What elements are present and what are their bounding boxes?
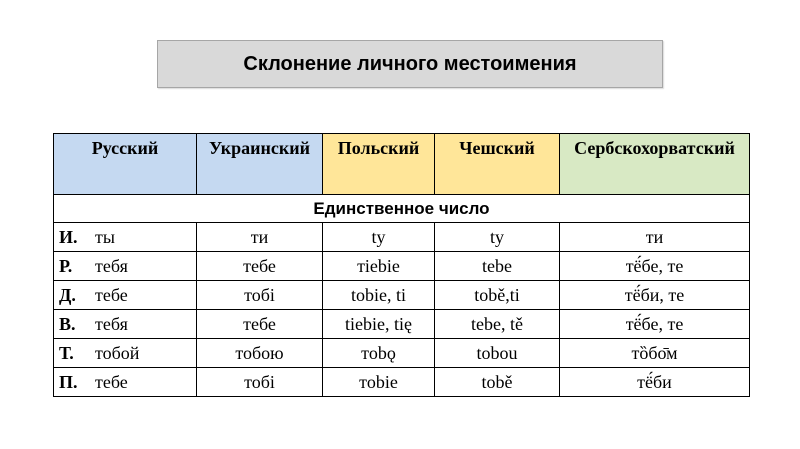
polish-cell: tiebie, tię bbox=[323, 310, 435, 339]
slide-title: Склонение личного местоимения bbox=[157, 40, 663, 88]
section-label: Единственное число bbox=[54, 195, 750, 223]
russian-cell bbox=[54, 368, 197, 397]
serbocroatian-cell: тё́би bbox=[560, 368, 750, 397]
ukrainian-cell: ти bbox=[197, 223, 323, 252]
russian-form: ты bbox=[95, 226, 115, 247]
column-header-ukrainian: Украинский bbox=[197, 134, 323, 195]
column-header-czech: Чешский bbox=[435, 134, 560, 195]
table-row bbox=[54, 223, 750, 252]
czech-cell: tobě,ti bbox=[435, 281, 560, 310]
polish-cell: ty bbox=[323, 223, 435, 252]
czech-cell: ty bbox=[435, 223, 560, 252]
serbocroatian-cell: тё́бе, те bbox=[560, 310, 750, 339]
case-label: И. bbox=[59, 226, 78, 247]
case-label: Т. bbox=[59, 342, 74, 363]
russian-form: тебе bbox=[95, 284, 128, 305]
polish-cell: тobǫ bbox=[323, 339, 435, 368]
serbocroatian-cell: ти bbox=[560, 223, 750, 252]
case-label: Р. bbox=[59, 255, 73, 276]
ukrainian-cell: тобі bbox=[197, 368, 323, 397]
ukrainian-cell: тобою bbox=[197, 339, 323, 368]
russian-form: тебя bbox=[95, 255, 128, 276]
russian-form: тобой bbox=[95, 342, 140, 363]
russian-cell bbox=[54, 252, 197, 281]
ukrainian-cell: тебе bbox=[197, 252, 323, 281]
russian-cell bbox=[54, 310, 197, 339]
serbocroatian-cell: тё́бе, те bbox=[560, 252, 750, 281]
table-header-row bbox=[54, 134, 750, 195]
case-label: Д. bbox=[59, 284, 76, 305]
czech-cell: tobě bbox=[435, 368, 560, 397]
table-body bbox=[54, 223, 750, 397]
polish-cell: tobie, ti bbox=[323, 281, 435, 310]
ukrainian-cell: тебе bbox=[197, 310, 323, 339]
polish-cell: тobie bbox=[323, 368, 435, 397]
section-row bbox=[54, 195, 750, 223]
serbocroatian-cell: тȍбо̄м bbox=[560, 339, 750, 368]
russian-cell bbox=[54, 223, 197, 252]
declension-table bbox=[53, 133, 750, 397]
table-row bbox=[54, 310, 750, 339]
czech-cell: tebe, tě bbox=[435, 310, 560, 339]
column-header-russian: Русский bbox=[54, 134, 197, 195]
case-label: П. bbox=[59, 371, 78, 392]
czech-cell: tobou bbox=[435, 339, 560, 368]
polish-cell: тiebie bbox=[323, 252, 435, 281]
russian-cell bbox=[54, 281, 197, 310]
russian-form: тебе bbox=[95, 371, 128, 392]
serbocroatian-cell: тё́би, те bbox=[560, 281, 750, 310]
table-row bbox=[54, 368, 750, 397]
column-header-serbocroatian: Сербскохорватский bbox=[560, 134, 750, 195]
case-label: В. bbox=[59, 313, 76, 334]
czech-cell: tebe bbox=[435, 252, 560, 281]
russian-cell bbox=[54, 339, 197, 368]
column-header-polish: Польский bbox=[323, 134, 435, 195]
table-row bbox=[54, 281, 750, 310]
table-row bbox=[54, 252, 750, 281]
table-row bbox=[54, 339, 750, 368]
ukrainian-cell: тобі bbox=[197, 281, 323, 310]
russian-form: тебя bbox=[95, 313, 128, 334]
